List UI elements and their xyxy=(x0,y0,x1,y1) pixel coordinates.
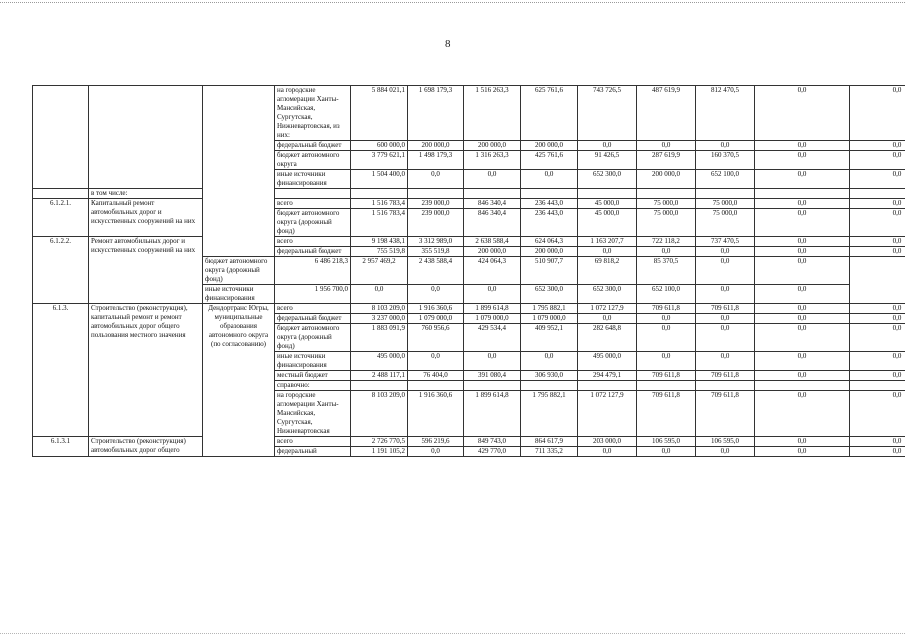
cell-source: федеральный бюджет xyxy=(275,314,351,324)
cell-value: 0,0 xyxy=(464,170,521,189)
cell-value: 709 611,8 xyxy=(696,371,755,381)
cell-value: 1 316 263,3 xyxy=(464,151,521,170)
cell-value: 203 000,0 xyxy=(578,437,637,447)
cell-source: федеральный xyxy=(275,447,351,457)
cell-value: 0,0 xyxy=(850,304,905,314)
cell-value: 0,0 xyxy=(521,352,578,371)
cell-value: 282 648,8 xyxy=(578,324,637,352)
cell-value: 652 100,0 xyxy=(696,170,755,189)
cell-value: 600 000,0 xyxy=(351,141,408,151)
cell-value: 0,0 xyxy=(850,199,905,209)
cell-value: 0,0 xyxy=(521,170,578,189)
cell-value: 1 079 000,0 xyxy=(464,314,521,324)
cell-value: 91 426,5 xyxy=(578,151,637,170)
cell-value: 200 000,0 xyxy=(464,247,521,257)
cell-value xyxy=(850,189,905,199)
cell-value: 239 000,0 xyxy=(408,199,464,209)
cell-value: 495 000,0 xyxy=(351,352,408,371)
cell-value: 1 916 360,6 xyxy=(408,304,464,314)
cell-value: 709 611,8 xyxy=(637,371,696,381)
page-number: 8 xyxy=(445,38,451,50)
cell-value: 1 956 700,0 xyxy=(275,285,351,304)
cell-value: 0,0 xyxy=(755,170,850,189)
cell-value: 160 370,5 xyxy=(696,151,755,170)
cell-value: 9 198 438,1 xyxy=(351,237,408,247)
cell-value: 846 340,4 xyxy=(464,199,521,209)
cell-value: 1 516 263,3 xyxy=(464,86,521,141)
cell-value xyxy=(850,381,905,391)
cell-value: 1 795 882,1 xyxy=(521,304,578,314)
cell-value: 0,0 xyxy=(408,447,464,457)
cell-value: 0,0 xyxy=(755,141,850,151)
cell-value xyxy=(351,381,408,391)
cell-value: 0,0 xyxy=(850,447,905,457)
cell-value: 495 000,0 xyxy=(578,352,637,371)
cell-value: 0,0 xyxy=(755,257,850,285)
cell-value: 0,0 xyxy=(755,285,850,304)
table-row xyxy=(33,437,905,447)
cell-value: 0,0 xyxy=(637,247,696,257)
cell-value: 709 611,8 xyxy=(637,304,696,314)
cell-value: 287 619,9 xyxy=(637,151,696,170)
cell-value: 755 519,8 xyxy=(351,247,408,257)
cell-value: 0,0 xyxy=(850,170,905,189)
cell-value: 849 743,0 xyxy=(464,437,521,447)
cell-value: 6 486 218,3 xyxy=(275,257,351,285)
cell-value: 846 340,4 xyxy=(464,209,521,237)
cell-value: 1 191 105,2 xyxy=(351,447,408,457)
cell-source: всего xyxy=(275,237,351,247)
cell-value: 75 000,0 xyxy=(696,209,755,237)
cell-value: 236 443,0 xyxy=(521,209,578,237)
cell-value: 0,0 xyxy=(850,151,905,170)
scan-top-edge xyxy=(0,0,905,3)
budget-table xyxy=(32,85,905,457)
cell-value xyxy=(521,189,578,199)
cell-value: 0,0 xyxy=(464,285,521,304)
cell-value: 1 072 127,9 xyxy=(578,304,637,314)
cell-value: 0,0 xyxy=(850,86,905,141)
cell-value: 2 638 588,4 xyxy=(464,237,521,247)
cell-value: 2 438 588,4 xyxy=(408,257,464,285)
cell-value: 0,0 xyxy=(637,324,696,352)
cell-value xyxy=(755,381,850,391)
cell-value xyxy=(521,381,578,391)
cell-source: иные источники финансирования xyxy=(275,352,351,371)
cell-value: 76 404,0 xyxy=(408,371,464,381)
cell-value: 0,0 xyxy=(755,86,850,141)
cell-value: 0,0 xyxy=(696,314,755,324)
cell-name: Строительство (реконструкция) автомобильных дорог общего xyxy=(89,437,203,457)
cell-value: 0,0 xyxy=(755,237,850,247)
cell-value: 0,0 xyxy=(351,285,408,304)
cell-value: 0,0 xyxy=(755,447,850,457)
cell-value: 0,0 xyxy=(755,437,850,447)
cell-value: 3 779 621,1 xyxy=(351,151,408,170)
cell-value: 106 595,0 xyxy=(637,437,696,447)
cell-name: в том числе: xyxy=(89,189,203,199)
cell-value: 0,0 xyxy=(755,304,850,314)
cell-value: 709 611,8 xyxy=(696,391,755,437)
cell-source: бюджет автономного округа (дорожный фонд) xyxy=(203,257,275,285)
cell-value xyxy=(464,381,521,391)
cell-value: 75 000,0 xyxy=(696,199,755,209)
cell-value: 0,0 xyxy=(755,247,850,257)
cell-value: 864 617,9 xyxy=(521,437,578,447)
cell-value: 0,0 xyxy=(755,151,850,170)
cell-value: 391 080,4 xyxy=(464,371,521,381)
cell-value: 0,0 xyxy=(850,371,905,381)
cell-value: 1 498 179,3 xyxy=(408,151,464,170)
cell-value xyxy=(578,381,637,391)
cell-source: на городские агломерации Ханты-Мансийская, Сургутская, Нижневартовская, из них: xyxy=(275,86,351,141)
cell-value: 0,0 xyxy=(850,437,905,447)
cell-value: 0,0 xyxy=(755,199,850,209)
cell-value: 652 100,0 xyxy=(637,285,696,304)
cell-value: 0,0 xyxy=(637,447,696,457)
cell-value: 0,0 xyxy=(755,314,850,324)
cell-value: 652 300,0 xyxy=(578,170,637,189)
cell-value: 424 064,3 xyxy=(464,257,521,285)
table-row xyxy=(33,304,905,314)
cell-value: 1 883 091,9 xyxy=(351,324,408,352)
cell-value: 0,0 xyxy=(755,391,850,437)
cell-value: 1 079 000,0 xyxy=(408,314,464,324)
cell-value: 2 957 469,2 xyxy=(351,257,408,285)
cell-code: 6.1.3.1 xyxy=(33,437,89,457)
table-row xyxy=(33,189,905,199)
cell-value: 624 064,3 xyxy=(521,237,578,247)
cell-value: 0,0 xyxy=(637,314,696,324)
cell-value: 596 219,6 xyxy=(408,437,464,447)
cell-name: Капитальный ремонт автомобильных дорог и искусственных сооружений на них xyxy=(89,199,203,237)
cell-value: 760 956,6 xyxy=(408,324,464,352)
cell-value: 0,0 xyxy=(408,285,464,304)
cell-code: 6.1.2.1. xyxy=(33,199,89,237)
cell-value: 1 698 179,3 xyxy=(408,86,464,141)
cell-source: всего xyxy=(275,437,351,447)
cell-code xyxy=(33,86,89,189)
cell-value: 625 761,6 xyxy=(521,86,578,141)
cell-value: 0,0 xyxy=(464,352,521,371)
cell-source: федеральный бюджет xyxy=(275,141,351,151)
cell-value: 0,0 xyxy=(850,141,905,151)
cell-value: 0,0 xyxy=(850,352,905,371)
cell-source: бюджет автономного округа xyxy=(275,151,351,170)
cell-value: 711 335,2 xyxy=(521,447,578,457)
cell-name: Строительство (реконструкция), капитальный ремонт и ремонт автомобильных дорог общего пользования местного значения xyxy=(89,304,203,437)
cell-value: 200 000,0 xyxy=(464,141,521,151)
cell-value: 0,0 xyxy=(578,447,637,457)
cell-value: 0,0 xyxy=(696,141,755,151)
cell-value: 8 103 209,0 xyxy=(351,391,408,437)
cell-source: бюджет автономного округа (дорожный фонд) xyxy=(275,209,351,237)
cell-source xyxy=(275,189,351,199)
cell-value: 69 818,2 xyxy=(578,257,637,285)
cell-value: 0,0 xyxy=(578,141,637,151)
cell-value: 812 470,5 xyxy=(696,86,755,141)
cell-value xyxy=(464,189,521,199)
cell-value: 0,0 xyxy=(696,285,755,304)
cell-code: 6.1.3. xyxy=(33,304,89,437)
cell-code xyxy=(33,189,89,199)
cell-value: 0,0 xyxy=(696,324,755,352)
cell-value: 0,0 xyxy=(408,170,464,189)
cell-value: 743 726,5 xyxy=(578,86,637,141)
cell-value: 1 163 207,7 xyxy=(578,237,637,247)
cell-value: 85 370,5 xyxy=(637,257,696,285)
cell-value: 200 000,0 xyxy=(521,141,578,151)
cell-value: 0,0 xyxy=(637,352,696,371)
cell-value: 1 516 783,4 xyxy=(351,199,408,209)
cell-value: 306 930,0 xyxy=(521,371,578,381)
cell-value xyxy=(696,381,755,391)
cell-value: 0,0 xyxy=(578,314,637,324)
cell-value: 45 000,0 xyxy=(578,209,637,237)
cell-name xyxy=(89,86,203,189)
cell-value: 0,0 xyxy=(850,314,905,324)
cell-value: 200 000,0 xyxy=(521,247,578,257)
cell-source: иные источники финансирования xyxy=(203,285,275,304)
cell-value: 737 470,5 xyxy=(696,237,755,247)
cell-value: 1 916 360,6 xyxy=(408,391,464,437)
cell-value: 1 516 783,4 xyxy=(351,209,408,237)
cell-value: 3 237 000,0 xyxy=(351,314,408,324)
cell-value xyxy=(696,189,755,199)
cell-source: федеральный бюджет xyxy=(275,247,351,257)
cell-value: 0,0 xyxy=(696,257,755,285)
cell-value: 0,0 xyxy=(637,141,696,151)
cell-value: 239 000,0 xyxy=(408,209,464,237)
cell-value: 1 504 400,0 xyxy=(351,170,408,189)
cell-value: 5 884 021,1 xyxy=(351,86,408,141)
cell-value: 0,0 xyxy=(850,391,905,437)
cell-value: 75 000,0 xyxy=(637,199,696,209)
cell-source: бюджет автономного округа (дорожный фонд) xyxy=(275,324,351,352)
cell-value: 200 000,0 xyxy=(408,141,464,151)
cell-value: 1 079 000,0 xyxy=(521,314,578,324)
cell-executor: Дендортранс Югры, муниципальные образования автономного округа (по согласованию) xyxy=(203,304,275,457)
cell-value xyxy=(351,189,408,199)
cell-code: 6.1.2.2. xyxy=(33,237,89,304)
cell-value: 652 300,0 xyxy=(521,285,578,304)
cell-value: 429 770,0 xyxy=(464,447,521,457)
cell-value: 425 761,6 xyxy=(521,151,578,170)
cell-value xyxy=(408,381,464,391)
cell-source: справочно: xyxy=(275,381,351,391)
table-row xyxy=(33,86,905,141)
cell-value: 0,0 xyxy=(696,352,755,371)
cell-value xyxy=(578,189,637,199)
cell-value: 0,0 xyxy=(696,247,755,257)
cell-source: местный бюджет xyxy=(275,371,351,381)
cell-value: 75 000,0 xyxy=(637,209,696,237)
cell-value: 0,0 xyxy=(696,447,755,457)
cell-value xyxy=(755,189,850,199)
scan-bottom-edge xyxy=(0,633,905,636)
cell-value xyxy=(408,189,464,199)
cell-source: иные источники финансирования xyxy=(275,170,351,189)
cell-source: всего xyxy=(275,304,351,314)
cell-value: 0,0 xyxy=(755,324,850,352)
cell-source: на городские агломерации Ханты-Мансийская, Сургутская, Нижневартовская xyxy=(275,391,351,437)
cell-value: 510 907,7 xyxy=(521,257,578,285)
cell-value: 722 118,2 xyxy=(637,237,696,247)
cell-value: 0,0 xyxy=(850,237,905,247)
cell-value: 200 000,0 xyxy=(637,170,696,189)
cell-value: 355 519,8 xyxy=(408,247,464,257)
cell-value: 0,0 xyxy=(850,209,905,237)
cell-value: 0,0 xyxy=(755,209,850,237)
cell-source: всего xyxy=(275,199,351,209)
cell-name: Ремонт автомобильных дорог и искусственных сооружений на них xyxy=(89,237,203,304)
cell-value: 294 479,1 xyxy=(578,371,637,381)
cell-value: 409 952,1 xyxy=(521,324,578,352)
cell-value: 0,0 xyxy=(850,247,905,257)
cell-value: 652 300,0 xyxy=(578,285,637,304)
cell-value: 2 488 117,1 xyxy=(351,371,408,381)
table-row xyxy=(33,199,905,209)
cell-value: 0,0 xyxy=(578,247,637,257)
cell-value: 0,0 xyxy=(755,371,850,381)
cell-value: 429 534,4 xyxy=(464,324,521,352)
cell-executor xyxy=(203,86,275,257)
cell-value: 1 899 614,8 xyxy=(464,391,521,437)
cell-value: 0,0 xyxy=(408,352,464,371)
cell-value: 8 103 209,0 xyxy=(351,304,408,314)
cell-value: 3 312 989,0 xyxy=(408,237,464,247)
cell-value: 0,0 xyxy=(755,352,850,371)
cell-value: 236 443,0 xyxy=(521,199,578,209)
cell-value: 1 072 127,9 xyxy=(578,391,637,437)
table-row xyxy=(33,237,905,247)
cell-value: 45 000,0 xyxy=(578,199,637,209)
cell-value: 709 611,8 xyxy=(696,304,755,314)
cell-value: 2 726 770,5 xyxy=(351,437,408,447)
cell-value: 1 899 614,8 xyxy=(464,304,521,314)
cell-value xyxy=(637,189,696,199)
cell-value xyxy=(637,381,696,391)
cell-value: 0,0 xyxy=(850,324,905,352)
cell-value: 1 795 882,1 xyxy=(521,391,578,437)
cell-value: 709 611,8 xyxy=(637,391,696,437)
cell-value: 487 619,9 xyxy=(637,86,696,141)
cell-value: 106 595,0 xyxy=(696,437,755,447)
